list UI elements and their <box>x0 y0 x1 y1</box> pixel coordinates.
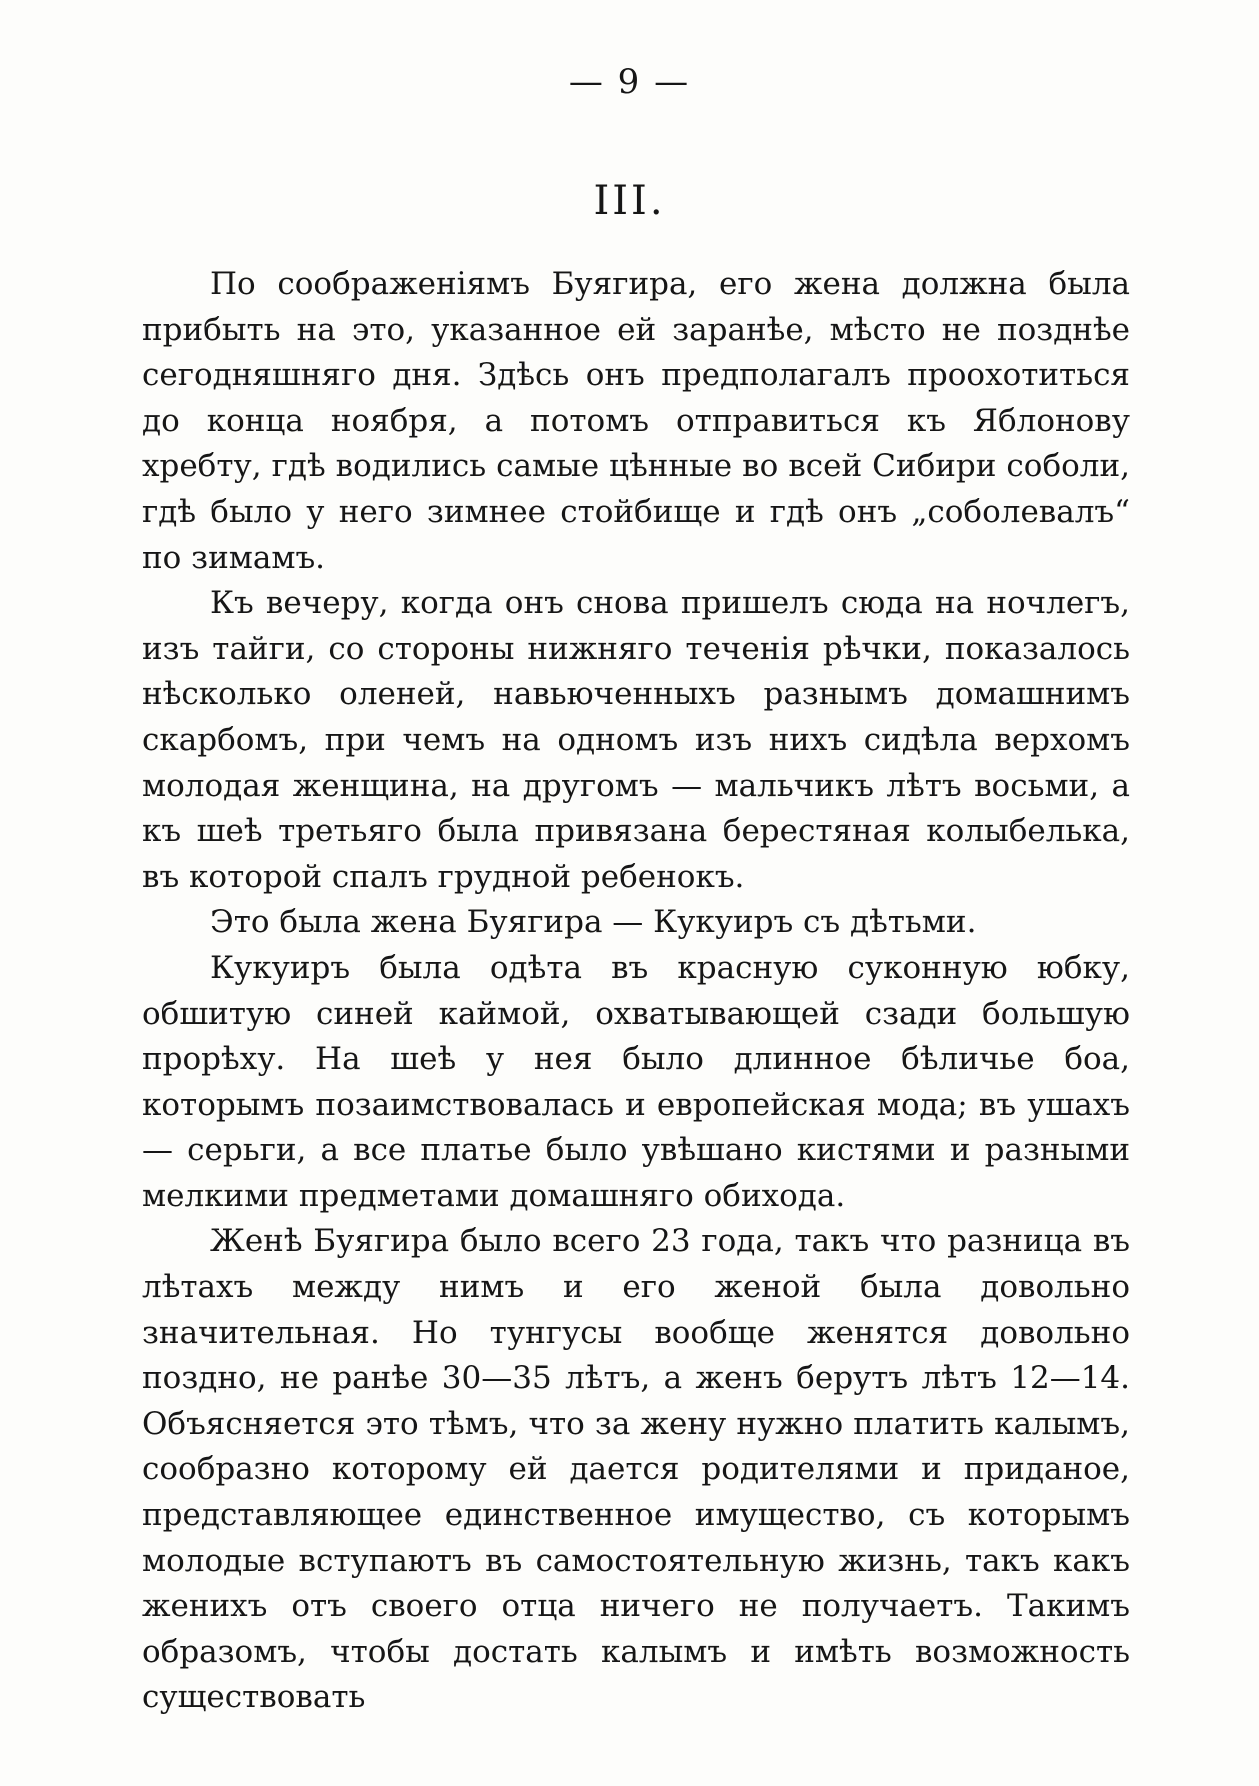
paragraph-1: По соображеніямъ Буягира, его жена должна была прибыть на это, указанное ей заранѣе, мѣсто не позднѣе сегодняшняго дня. Здѣсь онъ предполагалъ проохотиться до конца ноября, а потомъ отправиться къ Яблонову хребту, гдѣ водились самые цѣнные во всей Сибири соболи, гдѣ было у него зимнее стойбище и гдѣ онъ „соболевалъ“ по зимамъ. <box>142 266 1130 576</box>
page-number: — 9 — <box>568 62 691 102</box>
body-text <box>142 262 1130 1721</box>
paragraph-4: Кукуиръ была одѣта въ красную суконную юбку, обшитую синей каймой, охватывающей сзади большую прорѣху. На шеѣ у нея было длинное бѣличье боа, которымъ позаимствовалась и европейская мода; въ ушахъ — серьги, а все платье было увѣшано кистями и разными мелкими предметами домашняго обихода. <box>142 949 1130 1214</box>
chapter-heading: III. <box>593 178 666 224</box>
paragraph-2: Къ вечеру, когда онъ снова пришелъ сюда на ночлегъ, изъ тайги, со стороны нижняго теченія рѣчки, показалось нѣсколько оленей, навьюченныхъ разнымъ домашнимъ скарбомъ, при чемъ на одномъ изъ нихъ сидѣла верхомъ молодая женщина, на другомъ — мальчикъ лѣтъ восьми, а къ шеѣ третьяго была привязана берестяная колыбелька, въ которой спалъ грудной ребенокъ. <box>142 585 1130 895</box>
paragraph-3: Это была жена Буягира — Кукуиръ съ дѣтьми. <box>210 904 977 941</box>
paragraph-5: Женѣ Буягира было всего 23 года, такъ что разница въ лѣтахъ между нимъ и его женой была довольно значительная. Но тунгусы вообще женятся довольно поздно, не ранѣе 30—35 лѣтъ, а женъ берутъ лѣтъ 12—14. Объясняется это тѣмъ, что за жену нужно платить калымъ, сообразно которому ей дается родителями и приданое, представляющее единственное имущество, съ которымъ молодые вступаютъ въ самостоятельную жизнь, такъ какъ женихъ отъ своего отца ничего не получаетъ. Такимъ образомъ, чтобы достать калымъ и имѣть возможность существовать <box>142 1223 1130 1716</box>
